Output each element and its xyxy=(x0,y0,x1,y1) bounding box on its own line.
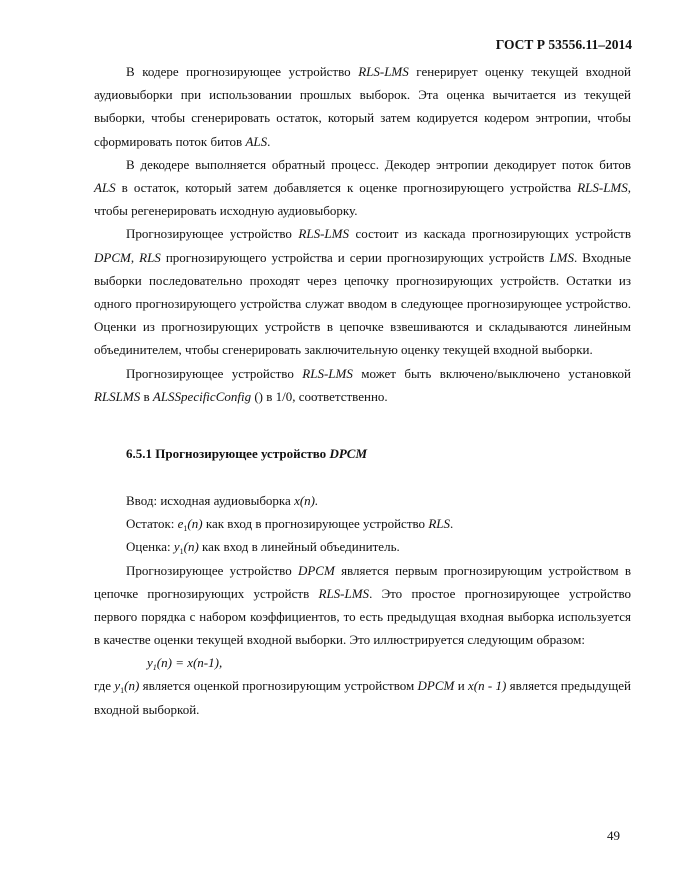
io-input-line: Ввод: исходная аудиовыборка x(n). xyxy=(126,493,319,509)
paragraph-enable-flag: Прогнозирующее устройство RLS-LMS может быть включено/выключено установкой RLSLMS в ALSSpecificConfig () в 1/0, соответственно. xyxy=(94,365,631,404)
formula-dpcm: $y_1(n) = x(n-1)$, xyxy=(147,655,223,673)
paragraph-formula-explanation: где $y_1(n)$ является оценкой прогнозирующим устройством DPCM и x(n - 1) является предыдущей входной выборкой. xyxy=(94,678,631,717)
paragraph-dpcm-description: Прогнозирующее устройство DPCM является первым прогнозирующим устройством в цепочке прогнозирующих устройств RLS-LMS. Это простое прогнозирующее устройство первого порядка с набором коэффициентов, то есть предыдущая входная выборка используется в качестве оценки текущей входной выборки. Это иллюстрируется следующим образом: xyxy=(94,562,632,648)
io-residual-line: Остаток: $e_1(n)$ как вход в прогнозирующее устройство RLS. xyxy=(126,516,454,534)
section-heading: 6.5.1 Прогнозирующее устройство DPCM xyxy=(126,446,367,462)
document-header: ГОСТ Р 53556.11–2014 xyxy=(495,37,632,52)
paragraph-predictor-structure: Прогнозирующее устройство RLS-LMS состоит из каскада прогнозирующих устройств DPCM, RLS прогнозирующего устройства и серии прогнозирующих устройств LMS. Входные выборки последовательно проходят через цепочку прогнозирующих устройств. Остатки из одного прогнозирующего устройства служат вводом в следующее прогнозирующее устройство. Оценки из прогнозирующих устройств в цепочке взвешиваются и складываются линейным объединителем, чтобы сгенерировать заключительную оценку текущей входной выборки. xyxy=(94,226,631,358)
paragraph-encoder: В кодере прогнозирующее устройство RLS-LMS генерирует оценку текущей входной аудиовыборки при использовании прошлых выборок. Эта оценка вычитается из текущей выборки, чтобы сгенерировать остаток, который затем кодируется кодером энтропии, чтобы сформировать поток битов ALS. xyxy=(94,64,632,149)
io-estimate-line: Оценка: $y_1(n)$ как вход в линейный объединитель. xyxy=(126,539,400,557)
document-body xyxy=(94,60,631,721)
page-number: 49 xyxy=(607,828,620,843)
paragraph-decoder: В декодере выполняется обратный процесс. Декодер энтропии декодирует поток битов ALS в остаток, который затем добавляется к оценке прогнозирующего устройства RLS-LMS, чтобы регенерировать исходную аудиовыборку. xyxy=(94,156,631,219)
